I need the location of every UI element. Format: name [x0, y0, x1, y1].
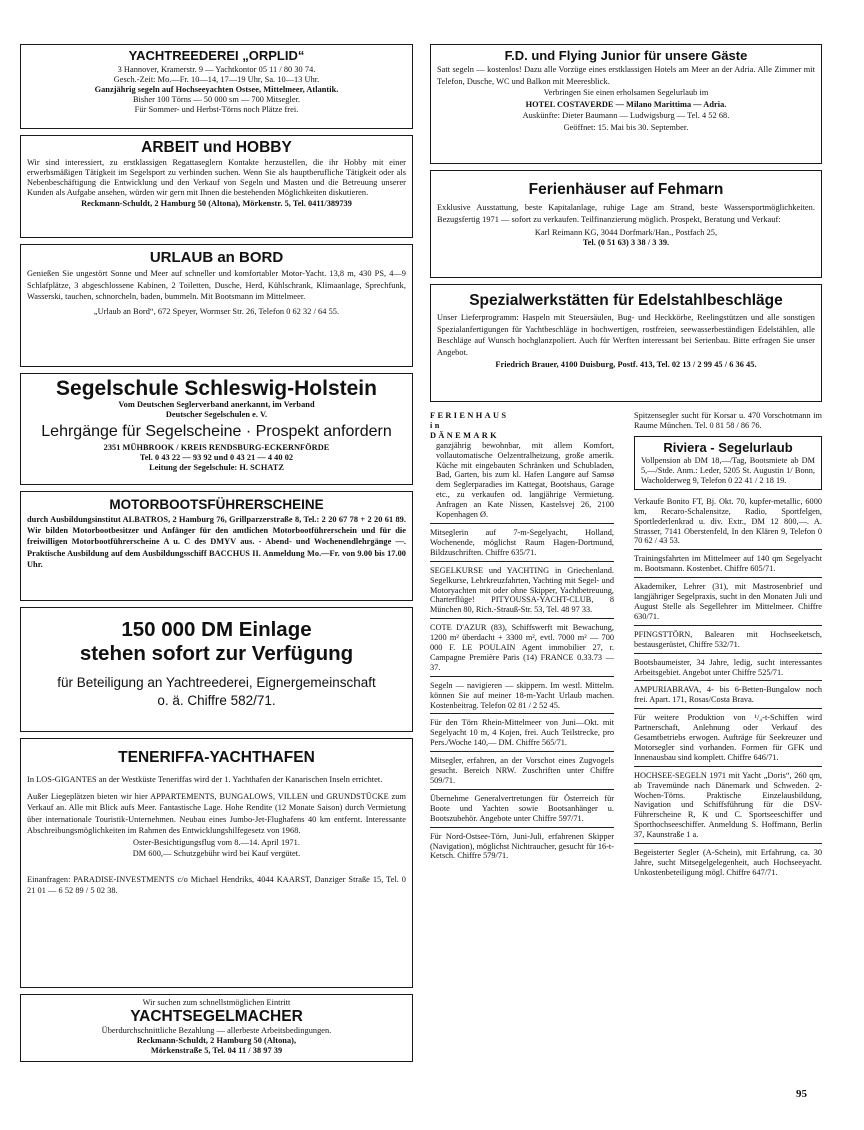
ad-intro: Wir suchen zum schnellstmöglichen Eintritt	[142, 998, 291, 1007]
ad-line: Für Sommer- und Herbst-Törns noch Plätze frei.	[134, 105, 299, 115]
ad-ferienhaeuser-fehmarn	[430, 170, 822, 278]
ad-line: Überdurchschnittliche Bezahlung — allerbeste Arbeitsbedingungen.	[101, 1026, 332, 1036]
ad-title: Riviera - Segelurlaub	[663, 439, 793, 455]
ad-150000-dm-einlage	[20, 607, 413, 732]
ad-line: Ganzjährig segeln auf Hochseeyachten Ostsee, Mittelmeer, Atlantik.	[94, 85, 339, 95]
classified-entry	[430, 831, 614, 865]
ad-body: durch Ausbildungsinstitut ALBATROS, 2 Hamburg 76, Grillparzerstraße 8, Tel.: 2 20 67 78 + 2 20 61 89. Wir bilden Motorbootbesitzer und Anfänger für den amtlichen Motorbootführerschein und für die freiwilligen Motorbootführerscheine A u. C des DMYV aus. - Abend- und Wochenendlehrgänge —. Praktische Ausbildung auf dem Ausbildungsschiff BACCHUS II. Anmeldung Mo.—Fr. von 9.00 bis 17.00 Uhr.	[27, 515, 406, 569]
ad-line: HOTEL COSTAVERDE — Milano Marittima — Adria.	[525, 99, 727, 109]
ad-title: 150 000 DM Einlage	[121, 618, 312, 641]
entry-heading: in	[430, 420, 442, 430]
ad-motorbootsfuehrerscheine	[20, 491, 413, 601]
ad-teneriffa-yachthafen	[20, 738, 413, 988]
ad-yachtreederei-orplid	[20, 44, 413, 129]
ad-body: Unser Lieferprogramm: Haspeln mit Steuersäulen, Bug- und Heckkörbe, Reelingstützen und alle sonstigen Spezialanfertigungen für Yachtbeschläge in hochwertigen, rostfreien, seewasserbeständigen Edelstählen, alle Beschläge auf Wunsch hochglanzpoliert. Auch für Werften interessant bei Serienbau. Bitte erfragen Sie unser Angebot.	[437, 313, 815, 357]
ad-line: Verbringen Sie einen erholsamen Segelurlaub im	[543, 88, 709, 97]
entry-text: HOCHSEE-SEGELN 1971 mit Yacht „Doris“, 260 qm, ab Travemünde nach Dänemark und Schweden. 2-Wochen-Törns. Praktische Einzelausbildung, Navigation und Schiffsführung für die DSV-Führerscheine R, K und C. Sportseeschiffer und Sporthochseeschiffer. Anmeldung S. Hoffmann, Berlin 37, Kaunstraße 1 a.	[634, 770, 822, 840]
ad-line: Deutscher Segelschulen e. V.	[165, 410, 268, 420]
classified-entry	[634, 770, 822, 844]
ad-subtitle-line2: o. ä. Chiffre 582/71.	[157, 693, 276, 708]
entry-text: Mitseglerin auf 7-m-Segelyacht, Holland, Wochenende, möglichst Raum Hagen-Dortmund, Bildzuschriften. Chiffre 635/71.	[430, 527, 614, 557]
entry-text: Für den Törn Rhein-Mittelmeer von Juni—Okt. mit Segelyacht 10 m, 4 Kojen, frei. Auch Teilstrecke, pro Pers./Woche 140,— DM. Chiffre 565/71.	[430, 718, 614, 748]
ad-title: Spezialwerkstätten für Edelstahlbeschläge	[469, 292, 783, 309]
ad-body: Vollpension ab DM 18,—/Tag, Bootsmiete ab DM 5,—/Stde. Anm.: Leder, 5205 St. Augustin 1/ Bonn, Wacholderweg 9, Telefon 0 22 41 / 2 18 19.	[641, 455, 815, 485]
classified-entry	[634, 410, 822, 434]
entry-text: Segeln — navigieren — skippern. Im westl. Mittelm. können Sie auf meiner 18-m-Yacht Urlaub machen. Kostenbeitrag. Telefon 02 81 / 2 52 45.	[430, 680, 614, 710]
ad-dates: Oster-Besichtigungsflug vom 8.—14. April 1971.	[133, 837, 300, 847]
entry-heading: DÄNEMARK	[430, 430, 499, 440]
entry-text: Bootsbaumeister, 34 Jahre, ledig, sucht interessantes Arbeitsgebiet. Angebot unter Chiffre 525/71.	[634, 657, 822, 677]
ad-body: Außer Liegeplätzen bieten wir hier APPARTEMENTS, BUNGALOWS, VILLEN und GRUNDSTÜCKE zum Verkauf an. Alle mit Blick aufs Meer. Fantastische Lage. Hohe Rendite (12 Monate Saison) durch Vermietung über internationale Touristik-Unternehmen. Neubau eines Jumbo-Jet-Flughafens 40 km entfernt. Interessante Abschreibungsmöglichkeiten im Rahmen des Entwicklungshilfegesetz von 1968.	[27, 791, 406, 835]
classifieds-section	[430, 408, 822, 1123]
ad-line: Bisher 100 Törns — 50 000 sm — 700 Mitsegler.	[132, 95, 301, 105]
ad-contact: Karl Reimann KG, 3044 Dorfmark/Han., Postfach 25,	[534, 228, 718, 237]
classified-entry	[430, 622, 614, 677]
ad-phone: Tel. 0 43 22 — 93 92 und 0 43 21 — 4 40 02	[139, 453, 294, 463]
entry-heading: FERIENHAUS	[430, 411, 509, 420]
ad-body: Satt segeln — kostenlos! Dazu alle Vorzüge eines erstklassigen Hotels am Meer an der Adria. Alle Zimmer mit Telefon, Dusche, WC und Balkon mit Meeresblick.	[437, 65, 815, 86]
classified-entry	[634, 712, 822, 767]
ad-line: 3 Hannover, Kramerstr. 9 — Yachtkontor 05 11 / 80 30 74.	[117, 65, 316, 74]
ad-contact: Reckmann-Schuldt, 2 Hamburg 50 (Altona), Mörkenstr. 5, Tel. 0411/389739	[81, 199, 352, 209]
ad-contact: „Urlaub an Bord“, 672 Speyer, Wormser Str. 26, Telefon 0 62 32 / 64 55.	[93, 306, 340, 316]
ad-yachtsegelmacher	[20, 994, 413, 1062]
page-number: 95	[796, 1088, 807, 1100]
ad-line: Gesch.-Zeit: Mo.—Fr. 10—14, 17—19 Uhr, Sa. 10—13 Uhr.	[113, 75, 320, 85]
classifieds-column-b	[634, 410, 822, 884]
ad-title: ARBEIT und HOBBY	[141, 139, 292, 156]
ad-subtitle: für Beteiligung an Yachtreederei, Eignergemeinschaft	[57, 675, 376, 690]
ad-title: F.D. und Flying Junior für unsere Gäste	[504, 48, 748, 63]
classified-entry	[430, 410, 614, 524]
ad-contact: Friedrich Brauer, 4100 Duisburg, Postf. 413, Tel. 02 13 / 2 99 45 / 6 36 45.	[495, 360, 757, 369]
ad-title: YACHTREEDEREI „ORPLID“	[128, 48, 305, 63]
classified-entry	[634, 684, 822, 709]
classified-entry	[634, 847, 822, 881]
entry-text: Für Nord-Ostsee-Törn, Juni-Juli, erfahrenen Skipper (Navigation), möglichst Nichtraucher, gesucht für 16-t-Ketsch. Chiffre 579/71.	[430, 831, 614, 861]
classified-entry	[430, 527, 614, 562]
ad-address: 2351 MÜHBROOK / KREIS RENDSBURG-ECKERNFÖRDE	[103, 443, 330, 453]
classified-entry	[634, 629, 822, 654]
classified-entry	[634, 657, 822, 682]
ad-title: URLAUB an BORD	[149, 249, 284, 266]
ad-title: Segelschule Schleswig-Holstein	[56, 377, 377, 400]
ad-title: Ferienhäuser auf Fehmarn	[528, 181, 724, 198]
classified-entry	[430, 565, 614, 620]
entry-text: PFINGSTTÖRN, Balearen mit Hochseeketsch, bestausgerüstet, Chiffre 532/71.	[634, 629, 822, 649]
ad-leader: Leitung der Segelschule: H. SCHATZ	[149, 463, 284, 473]
left-column	[20, 44, 413, 1068]
entry-text: Begeisterter Segler (A-Schein), mit Erfahrung, ca. 30 Jahre, sucht Mitsegelgelegenheit, auch Hochseeyacht. Unkostenbeteiligung mögl. Chiffre 647/71.	[634, 848, 822, 877]
entry-text: ganzjährig bewohnbar, mit allem Komfort, vollautomatische Oelzentralheizung, große amerik. Küche mit eingebauten Schränken und Schubladen, Bad, Garten, bis zum kl. Hafen Langøre auf Samsø dem Seglerparadies im Kattegat, Bootshaus, Garage etc., zu verkaufen od. langjährige Vermietung. Anfragen an Kate Nissen, Kastelsvej 26, 2100 Kopenhagen Ø.	[436, 440, 614, 520]
entry-text: Verkaufe Bonito FT, Bj. Okt. 70, kupfer-metallic, 6000 km, Recaro-Schalensitze, Radio, Sportfelgen, Sportlederlenkrad u. div. Extr., DM 12 800,—. A. Strasser, 7141 Oberstenfeld, In den Klären 9, Telefon 0 70 62 / 43 53.	[634, 496, 822, 546]
ad-title: TENERIFFA-YACHTHAFEN	[118, 749, 315, 766]
ad-arbeit-und-hobby	[20, 135, 413, 238]
ad-title: MOTORBOOTSFÜHRERSCHEINE	[109, 497, 324, 512]
classified-entry	[430, 793, 614, 828]
ad-body: Wir sind interessiert, zu erstklassigen Regattaseglern Kontakte herzustellen, die ihr Hobby mit einer erwerbsmäßigen Tätigkeit im Segelsport zu verbinden suchen. Wenn Sie als hauptberufliche Tätigkeit oder als Nebenbeschäftigung die Entwicklung und den Verkauf von Segeln und Masten und die Betreuung unserer Kunden als Aufgabe ansehen, würden wir gern mit Ihnen die bestehenden Möglichkeiten diskutieren.	[27, 158, 406, 198]
entry-text: AMPURIABRAVA, 4- bis 6-Betten-Bungalow noch frei. Apart. 171, Rosas/Costa Brava.	[634, 685, 822, 705]
ad-body: Genießen Sie ungestört Sonne und Meer auf schneller und komfortabler Motor-Yacht. 13,8 m, 430 PS, 4—9 Schlafplätze, 3 abgeschlossene Kabinen, 2 Toiletten, Dusche, Herd, Kühlschrank, Klimaanlage, Sprechfunk, Wasserski, tauchen, schnorcheln, baden, bummeln. Mit Bootsmann im Mittelmeer.	[27, 269, 406, 301]
ad-line: Mörkenstraße 5, Tel. 04 11 / 38 97 39	[150, 1046, 283, 1056]
ad-title-line2: stehen sofort zur Verfügung	[79, 642, 354, 665]
ad-riviera-segelurlaub	[634, 436, 822, 490]
ad-fd-flying-junior	[430, 44, 822, 164]
ad-edelstahlbeschlaege	[430, 284, 822, 402]
entry-text: Trainingsfahrten im Mittelmeer auf 140 qm Segelyacht m. Bootsmann. Kostenbet. Chiffre 605/71.	[634, 554, 822, 574]
ad-segelschule-schleswig-holstein	[20, 373, 413, 485]
ad-body: Exklusive Ausstattung, beste Kapitalanlage, ruhige Lage am Strand, beste Wassersportmöglichkeiten. Bezugsfertig 1971 — sofort zu verkaufen. Teilfinanzierung möglich. Prospekt, Beratung und Verkauf:	[437, 203, 815, 224]
ad-line: Vom Deutschen Seglerverband anerkannt, im Verband	[118, 400, 315, 409]
ad-contact-phone: Tel. (0 51 63) 3 38 / 3 39.	[582, 238, 670, 248]
ad-line: Auskünfte: Dieter Baumann — Ludwigsburg — Tel. 4 52 68.	[522, 111, 730, 120]
classified-entry	[430, 680, 614, 715]
ad-title: YACHTSEGELMACHER	[130, 1008, 303, 1026]
classified-entry	[634, 581, 822, 626]
ad-subtitle: Lehrgänge für Segelscheine · Prospekt anfordern	[41, 423, 392, 441]
entry-text: SEGELKURSE und YACHTING in Griechenland. Segelkurse, Lehrkreuzfahrten, Yachting mit Segel- und Motoryachten mit oder ohne Skipper, Yachtbetreuung, Charterflüge! PITYOUSSA-YACHT-CLUB, 8 München 80, Rich.-Strauß-Str. 53, Tel. 48 97 33.	[430, 565, 614, 615]
classified-entry	[430, 755, 614, 790]
ad-line: Geöffnet: 15. Mai bis 30. September.	[563, 122, 689, 132]
classifieds-column-a	[430, 410, 614, 867]
entry-text: COTE D'AZUR (83), Schiffswerft mit Bewachung, 1200 m² überdacht + 3300 m², evtl. 7000 m² — 700 000 F. LE POULAIN Agent immobilier 27, r. Campagne Première Paris (14) FRANCE 0.33.73 — 37.	[430, 623, 614, 672]
entry-text: Mitsegler, erfahren, an der Vorschot eines Zugvogels gesucht. Bereich NRW. Zuschriften unter Chiffre 509/71.	[430, 756, 614, 785]
ad-inquiry: Einanfragen: PARADISE-INVESTMENTS c/o Michael Hendriks, 4044 KAARST, Danziger Straße 15, Tel. 0 21 01 — 6 52 89 / 5 02 38.	[27, 874, 406, 895]
entry-text: Übernehme Generalvertretungen für Österreich für Boote und Yachten sowie Bootsanhänger u. Bootszubehör. Angebote unter Chiffre 597/71.	[430, 793, 614, 823]
ad-fee: DM 600,— Schutzgebühr wird bei Kauf vergütet.	[132, 849, 301, 858]
entry-text: Akademiker, Lehrer (31), mit Mastrosenbrief und langjähriger Segelpraxis, sucht in den Monaten Juli und August Stelle als Segellehrer im Mittelmeer. Chiffre 630/71.	[634, 582, 822, 621]
ad-intro: In LOS-GIGANTES an der Westküste Teneriffas wird der 1. Yachthafen der Kanarischen Inseln errichtet.	[27, 775, 383, 784]
classified-entry	[430, 717, 614, 752]
right-column	[430, 44, 822, 1123]
entry-text: Für weitere Produktion von ¹/₄-t-Schiffen wird Partnerschaft, Anlehnung oder Verkauf des Gesamtbetriebs erwogen. Aufträge für Seekreuzer und Motorsegler sind vorhanden. Formen für GFK und Innenausbau sind komplett. Chiffre 646/71.	[634, 713, 822, 762]
ad-line: Reckmann-Schuldt, 2 Hamburg 50 (Altona),	[136, 1036, 297, 1046]
entry-text: Spitzensegler sucht für Korsar u. 470 Vorschotmann im Raume München. Tel. 0 81 58 / 86 76.	[634, 411, 822, 430]
classified-entry	[634, 496, 822, 551]
classified-entry	[634, 553, 822, 578]
ad-urlaub-an-bord	[20, 244, 413, 367]
